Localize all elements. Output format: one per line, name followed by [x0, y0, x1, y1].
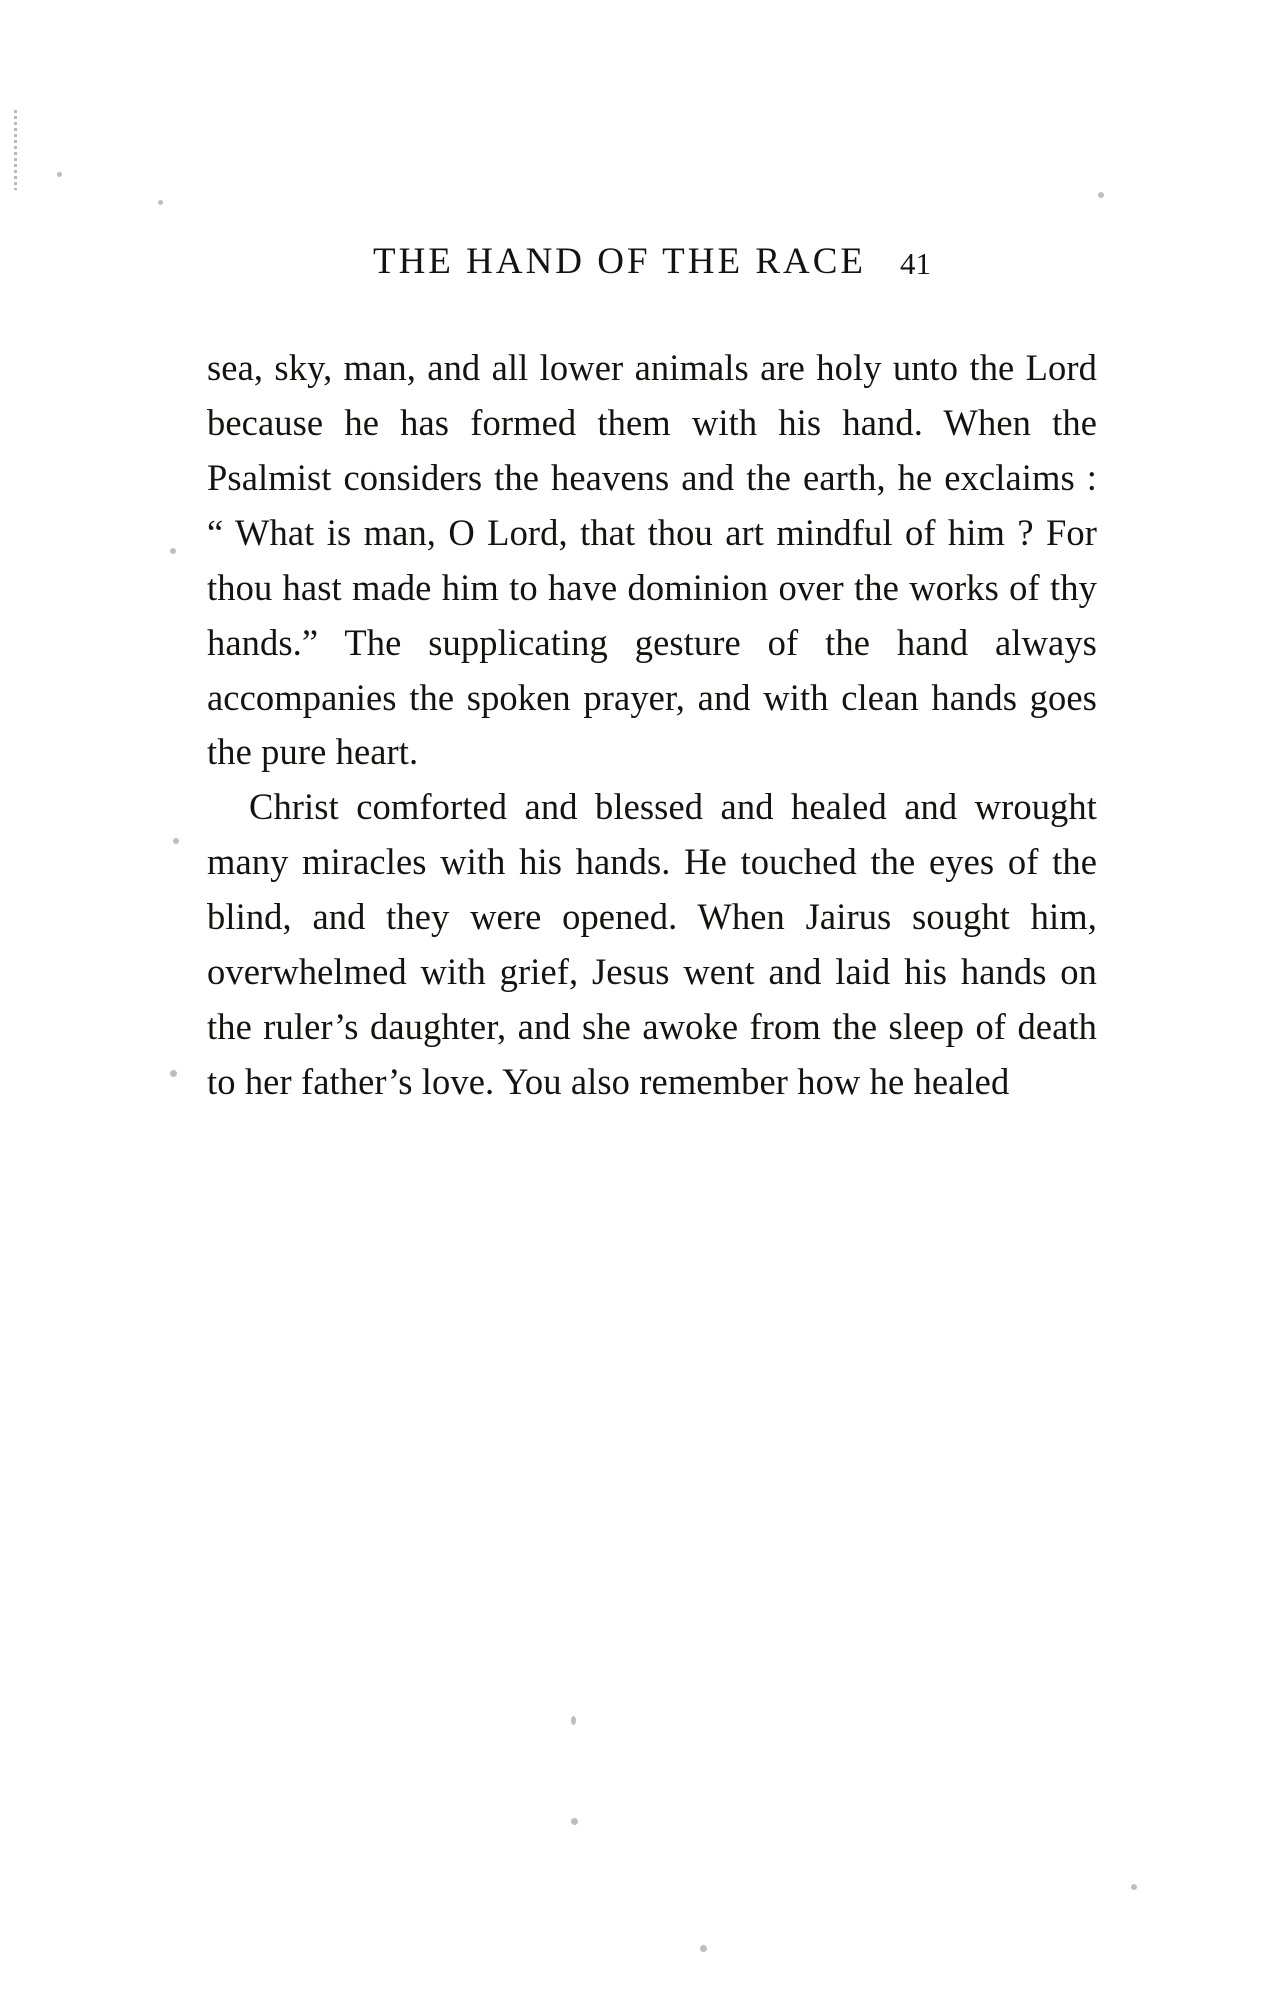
page-text-block [207, 240, 1097, 1110]
scan-speck [571, 1818, 578, 1825]
page-number: 41 [900, 246, 932, 281]
paragraph: Christ comforted and blessed and healed and wrought many miracles with his hands. He touched the eyes of the blind, and they were opened. When Jairus sought him, overwhelmed with grief, Jesus went and laid his hands on the ruler’s daughter, and she awoke from the sleep of death to her father’s love. You also remember how he healed [207, 786, 1097, 1102]
scan-speck [571, 1716, 576, 1725]
scan-speck [170, 1070, 177, 1077]
scan-speck [700, 1945, 707, 1952]
scan-speck [158, 200, 163, 205]
scan-edge-artifact [14, 110, 17, 190]
scan-speck [1131, 1884, 1137, 1890]
scan-speck [173, 838, 179, 844]
paragraph: sea, sky, man, and all lower animals are holy unto the Lord because he has formed them with his hand. When the Psalmist considers the heavens and the earth, he exclaims : “ What is man, O Lord, that thou art mindful of him ? For thou hast made him to have dominion over the works of thy hands.” The supplicating gesture of the hand always accompanies the spoken prayer, and with clean hands goes the pure heart. [207, 347, 1097, 773]
scan-speck [57, 172, 62, 177]
page-title: THE HAND OF THE RACE [372, 241, 867, 282]
running-head [207, 240, 1097, 283]
scan-speck [170, 548, 176, 554]
scan-speck [1098, 192, 1104, 198]
